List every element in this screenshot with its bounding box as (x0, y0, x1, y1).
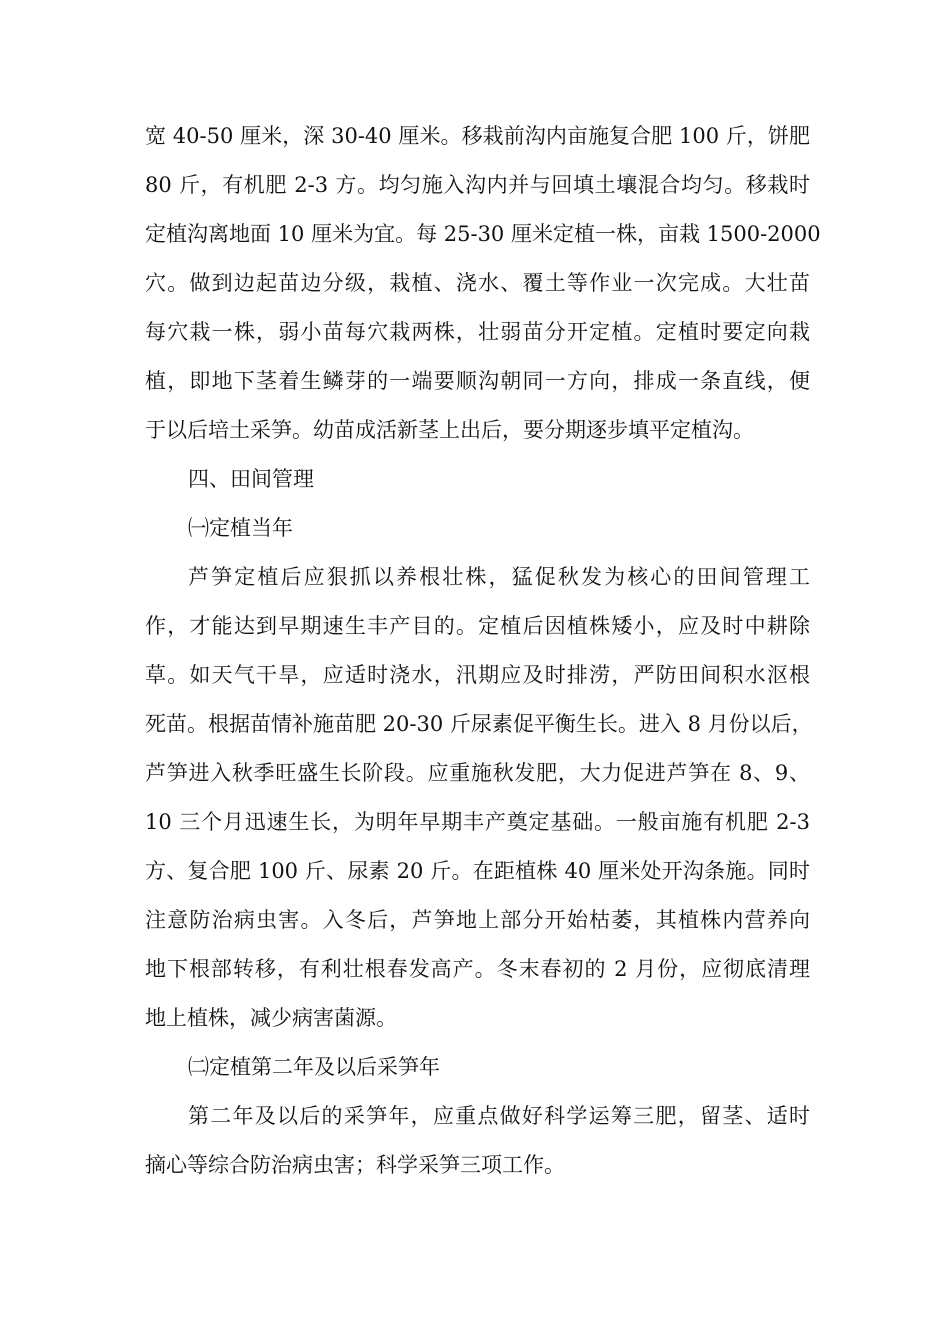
text-line: 作，才能达到早期速生丰产目的。定植后因植株矮小，应及时中耕除 (145, 614, 810, 638)
text-line: 穴。做到边起苗边分级，栽植、浇水、覆土等作业一次完成。大壮苗 (145, 271, 810, 295)
section-heading: 四、田间管理 (188, 467, 314, 491)
subsection-heading: ㈡定植第二年及以后采笋年 (188, 1055, 440, 1079)
text-line: 宽 40-50 厘米，深 30-40 厘米。移栽前沟内亩施复合肥 100 斤，饼肥 (145, 124, 810, 148)
paragraph-first-year (145, 553, 813, 1043)
text-line: 芦笋进入秋季旺盛生长阶段。应重施秋发肥，大力促进芦笋在 8、9、 (145, 761, 810, 785)
subsection-heading: ㈠定植当年 (188, 516, 293, 540)
text-line: 地下根部转移，有利壮根春发高产。冬末春初的 2 月份，应彻底清理 (145, 957, 810, 981)
text-line: 草。如天气干旱，应适时浇水，汛期应及时排涝，严防田间积水沤根 (145, 663, 810, 687)
document-body (145, 112, 821, 1190)
text-line: 10 三个月迅速生长，为明年早期丰产奠定基础。一般亩施有机肥 2-3 (145, 810, 810, 834)
text-line: 方、复合肥 100 斤、尿素 20 斤。在距植株 40 厘米处开沟条施。同时 (145, 859, 810, 883)
text-line: 每穴栽一株，弱小苗每穴栽两株，壮弱苗分开定植。定植时要定向栽 (145, 320, 810, 344)
text-line: 植，即地下茎着生鳞芽的一端要顺沟朝同一方向，排成一条直线，便 (145, 369, 810, 393)
text-line: 死苗。根据苗情补施苗肥 20-30 斤尿素促平衡生长。进入 8 月份以后， (145, 712, 813, 736)
paragraph-planting (145, 112, 821, 455)
text-line: 于以后培土采笋。幼苗成活新茎上出后，要分期逐步填平定植沟。 (145, 418, 754, 442)
text-line: 定植沟离地面 10 厘米为宜。每 25-30 厘米定植一株，亩栽 1500-2000 (145, 222, 821, 246)
text-line: 第二年及以后的采笋年，应重点做好科学运筹三肥，留茎、适时 (188, 1104, 810, 1128)
text-line: 80 斤，有机肥 2-3 方。均匀施入沟内并与回填土壤混合均匀。移栽时 (145, 173, 810, 197)
paragraph-later-years (145, 1092, 810, 1190)
text-line: 摘心等综合防治病虫害；科学采笋三项工作。 (145, 1153, 565, 1177)
text-line: 注意防治病虫害。入冬后，芦笋地上部分开始枯萎，其植株内营养向 (145, 908, 810, 932)
text-line: 芦笋定植后应狠抓以养根壮株，猛促秋发为核心的田间管理工 (188, 565, 810, 589)
text-line: 地上植株，减少病害菌源。 (145, 1006, 397, 1030)
